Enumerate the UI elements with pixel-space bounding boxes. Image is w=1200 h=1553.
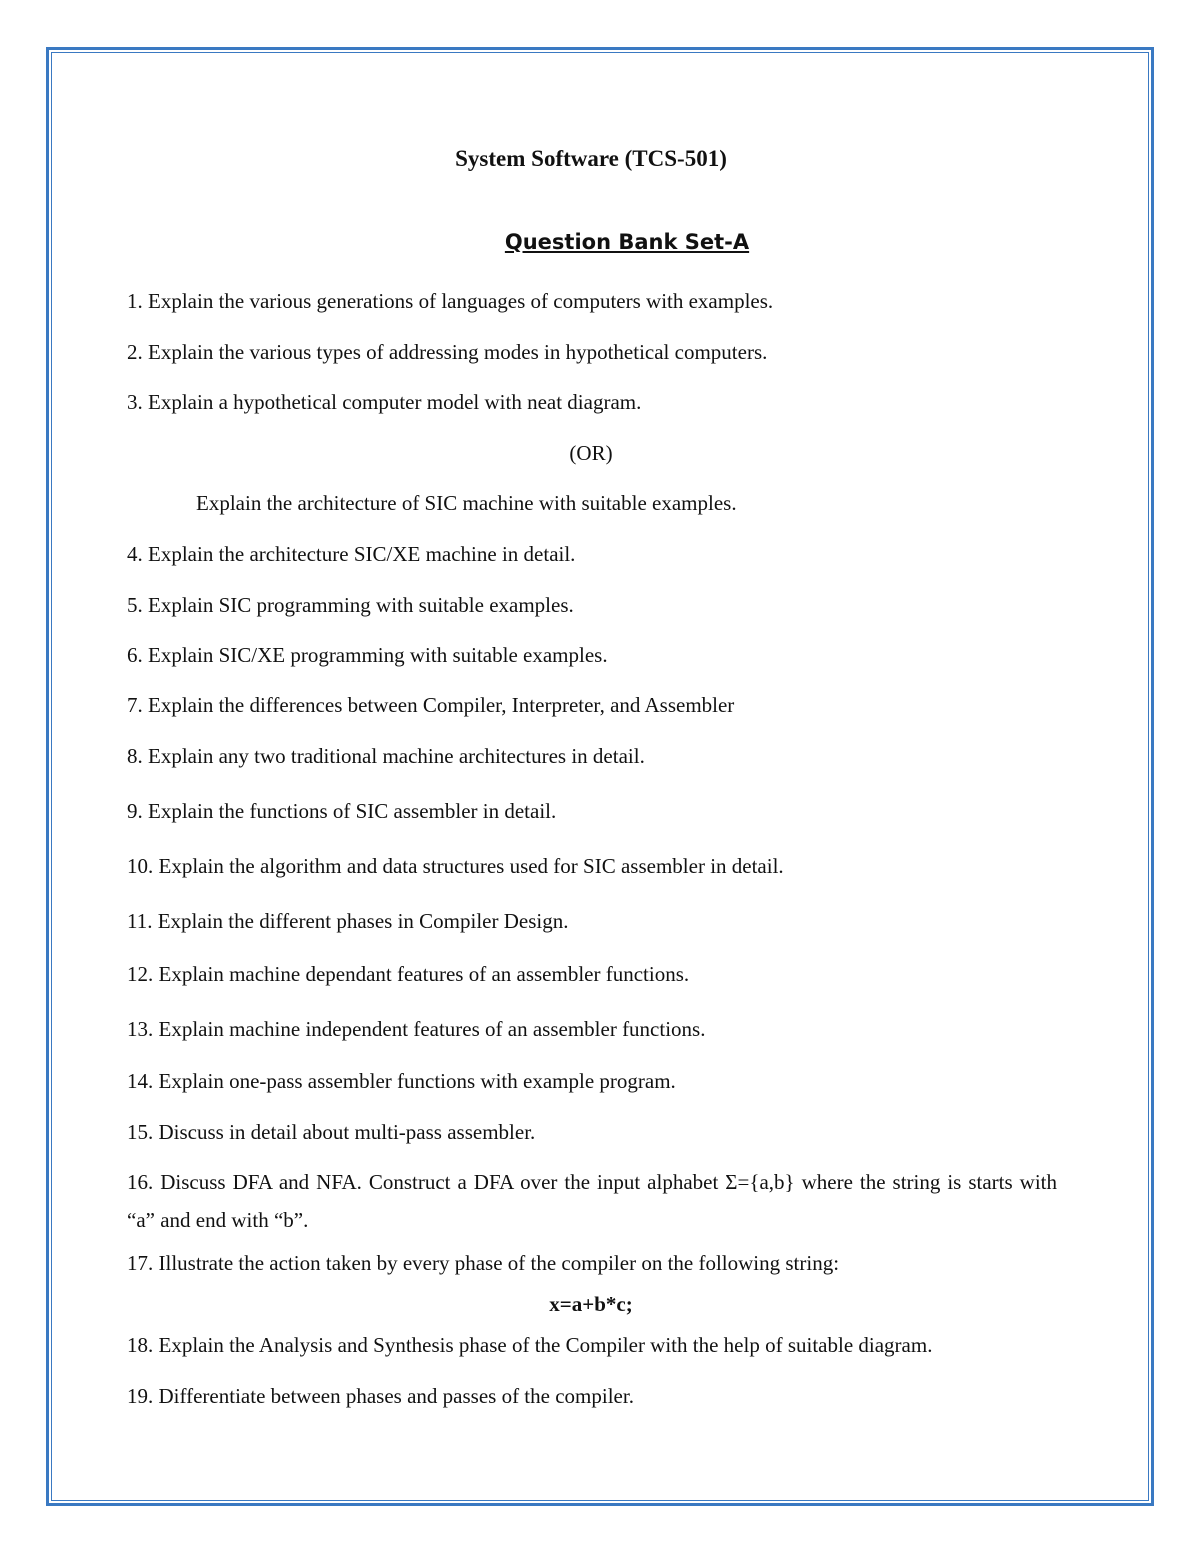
question-15: 15. Discuss in detail about multi-pass assembler. bbox=[127, 1120, 536, 1144]
question-7: 7. Explain the differences between Compiler, Interpreter, and Assembler bbox=[127, 693, 735, 717]
or-separator: (OR) bbox=[569, 441, 613, 465]
question-4: 4. Explain the architecture SIC/XE machine in detail. bbox=[127, 542, 576, 566]
question-17: 17. Illustrate the action taken by every phase of the compiler on the following string: bbox=[127, 1251, 840, 1275]
question-3: 3. Explain a hypothetical computer model with neat diagram. bbox=[127, 390, 642, 414]
question-10: 10. Explain the algorithm and data structures used for SIC assembler in detail. bbox=[127, 854, 784, 878]
question-3-alternative: Explain the architecture of SIC machine with suitable examples. bbox=[196, 491, 737, 515]
question-2: 2. Explain the various types of addressing modes in hypothetical computers. bbox=[127, 340, 768, 364]
question-18: 18. Explain the Analysis and Synthesis phase of the Compiler with the help of suitable diagram. bbox=[127, 1333, 933, 1357]
document-subtitle: Question Bank Set-A bbox=[504, 230, 750, 254]
page-border-inner bbox=[51, 52, 1149, 1501]
question-16: 16. Discuss DFA and NFA. Construct a DFA over the input alphabet Σ={a,b} where the string is starts with “a” and end with “b”. bbox=[127, 1170, 1057, 1232]
question-6: 6. Explain SIC/XE programming with suitable examples. bbox=[127, 643, 608, 667]
document-title: System Software (TCS-501) bbox=[455, 146, 727, 171]
question-12: 12. Explain machine dependant features of an assembler functions. bbox=[127, 962, 690, 986]
question-14: 14. Explain one-pass assembler functions with example program. bbox=[127, 1069, 676, 1093]
question-9: 9. Explain the functions of SIC assembler in detail. bbox=[127, 799, 557, 823]
question-8: 8. Explain any two traditional machine architectures in detail. bbox=[127, 744, 645, 768]
question-13: 13. Explain machine independent features of an assembler functions. bbox=[127, 1017, 706, 1041]
question-5: 5. Explain SIC programming with suitable examples. bbox=[127, 593, 574, 617]
question-1: 1. Explain the various generations of languages of computers with examples. bbox=[127, 289, 774, 313]
question-11: 11. Explain the different phases in Compiler Design. bbox=[127, 909, 569, 933]
question-19: 19. Differentiate between phases and passes of the compiler. bbox=[127, 1384, 634, 1408]
expression-string: x=a+b*c; bbox=[549, 1292, 633, 1316]
